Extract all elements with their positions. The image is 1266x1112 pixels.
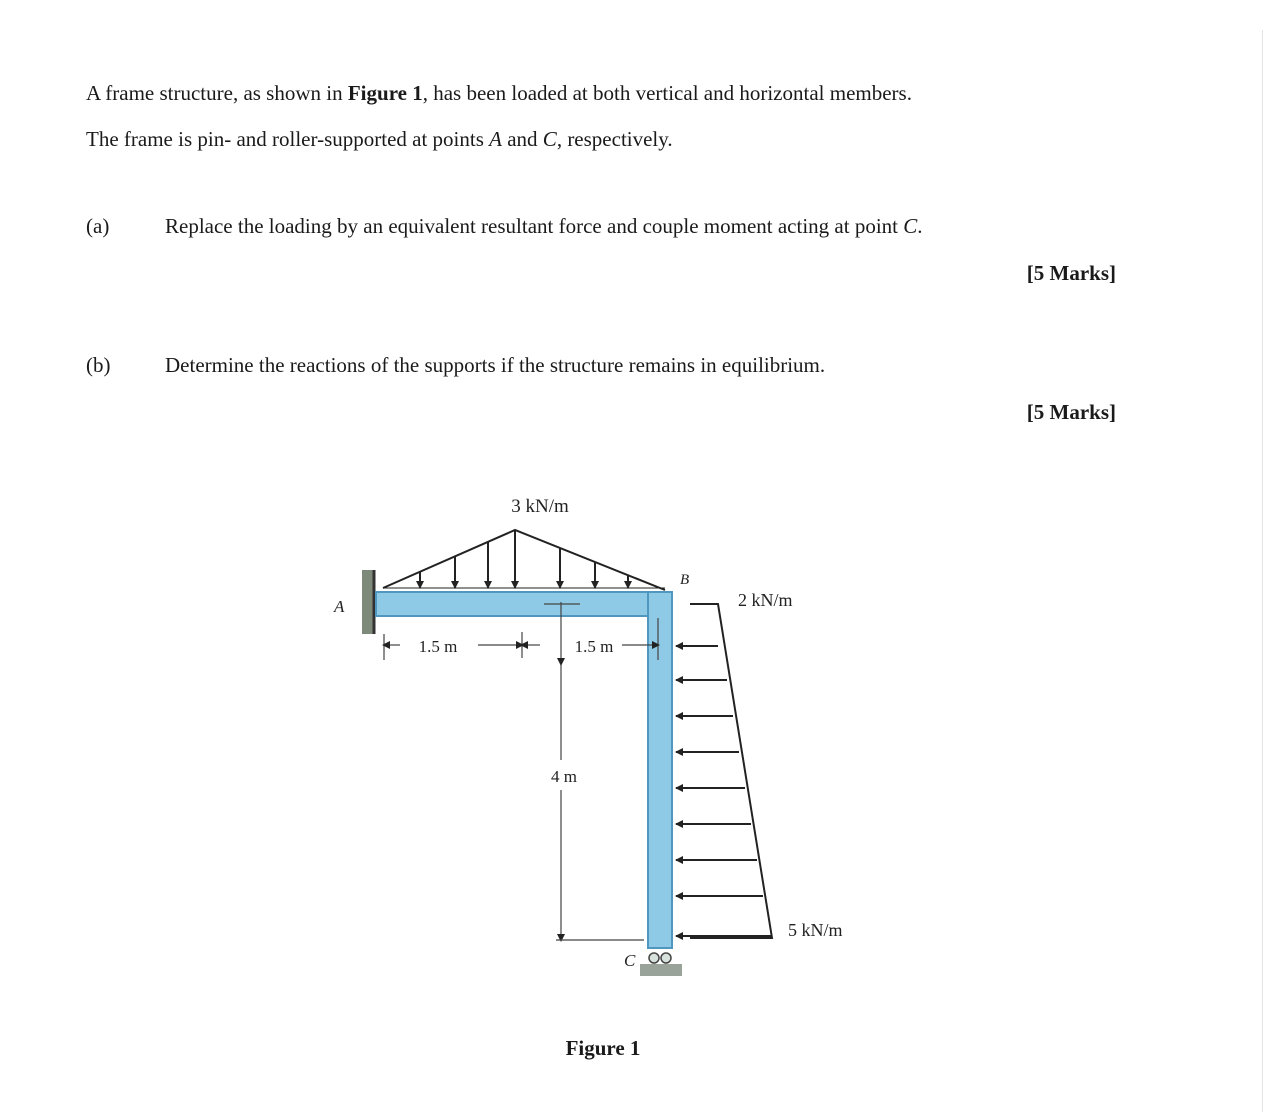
intro-text: , respectively. (556, 127, 673, 151)
intro-text: The frame is pin- and roller-supported at points (86, 127, 490, 151)
intro-text: A frame structure, as shown in (86, 81, 348, 105)
question-a-end: . (917, 214, 923, 238)
question-b-marks: [5 Marks] (1026, 400, 1116, 424)
side-load-bottom-label: 5 kN/m (788, 920, 843, 940)
question-b-label: (b) (86, 353, 111, 377)
roller-support-c (640, 953, 682, 976)
question-a-marks: [5 Marks] (1026, 261, 1116, 285)
point-a-ref: A (489, 127, 502, 151)
intro-text: , has been loaded at both vertical and horizontal members. (422, 81, 912, 105)
question-a-label: (a) (86, 214, 110, 238)
point-c-ref: C (903, 214, 918, 238)
figure-reference: Figure 1 (347, 81, 423, 105)
intro-text: and (501, 127, 543, 151)
roller-wheel (649, 953, 659, 963)
span-right-label: 1.5 m (574, 637, 614, 656)
frame-corner (650, 594, 670, 614)
question-b-text: Determine the reactions of the supports if the structure remains in equilibrium. (165, 353, 826, 377)
side-load-outline (690, 604, 772, 938)
roller-wheel (661, 953, 671, 963)
point-b-label: B (680, 572, 690, 588)
top-load-label: 3 kN/m (511, 496, 569, 517)
point-a-label: A (334, 597, 345, 616)
horizontal-member (376, 592, 672, 616)
figure-caption: Figure 1 (565, 1036, 641, 1060)
height-dimension (556, 662, 644, 940)
wall-hatch (362, 570, 374, 634)
side-distributed-load (676, 604, 772, 938)
point-c-label: C (624, 951, 636, 970)
point-c-ref: C (542, 127, 557, 151)
height-label: 4 m (551, 767, 577, 786)
span-left-label: 1.5 m (418, 637, 458, 656)
top-load-outline (383, 530, 665, 590)
top-distributed-load (383, 530, 665, 590)
question-a-body: Replace the loading by an equivalent resultant force and couple moment acting at point (165, 214, 904, 238)
side-load-top-label: 2 kN/m (738, 590, 793, 610)
ground (640, 964, 682, 976)
